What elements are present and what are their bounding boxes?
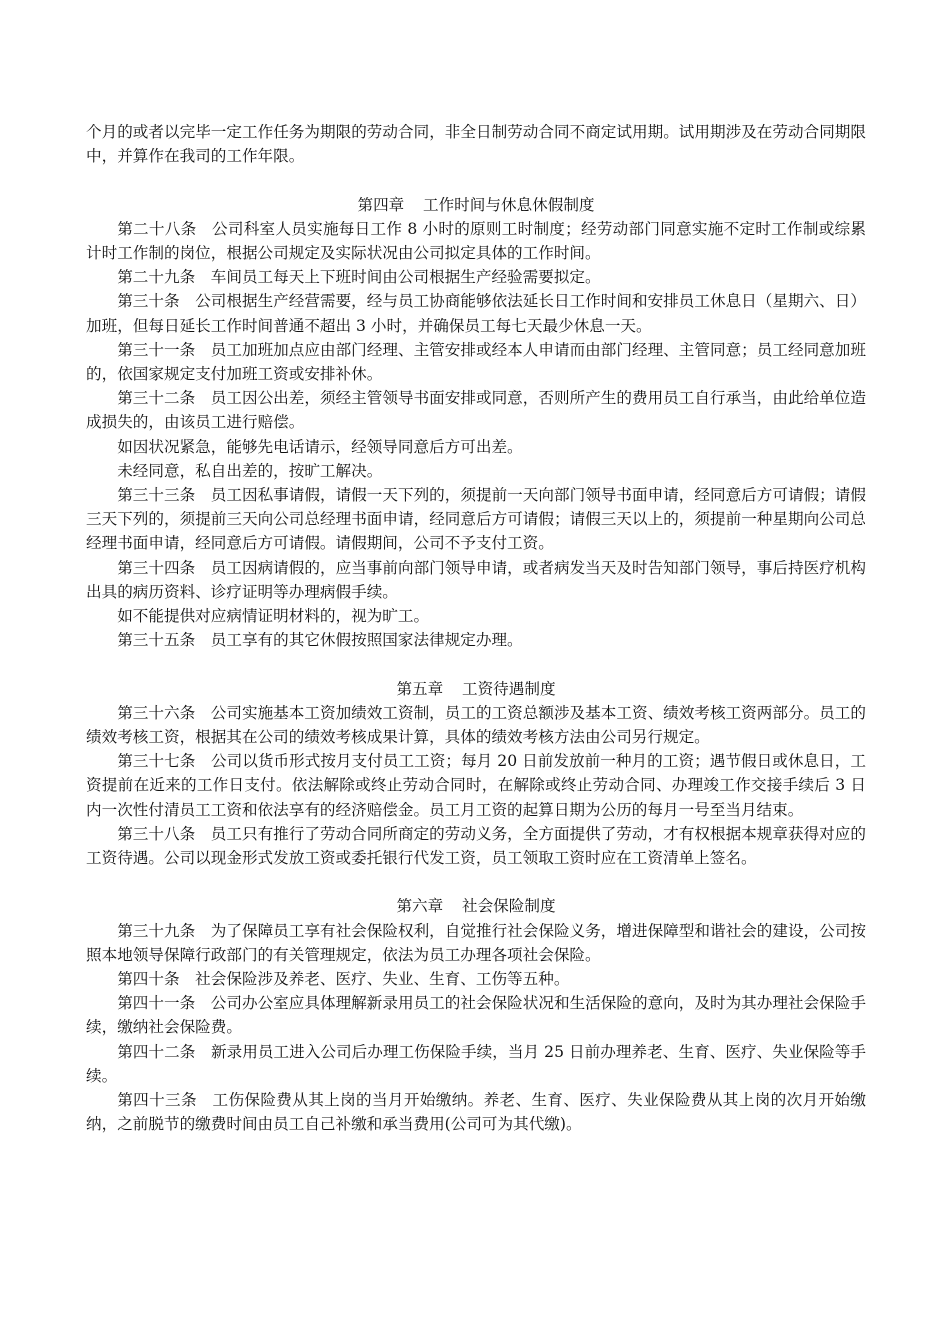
article-number: 第三十条 (117, 292, 180, 311)
continuation-paragraph: 个月的或者以完毕一定工作任务为期限的劳动合同，非全日制劳动合同不商定试用期。试用期涉及在劳动合同期限中，并算作在我司的工作年限。 (86, 123, 866, 166)
article-text: 员工因私事请假，请假一天下列的，须提前一天向部门领导书面申请，经同意后方可请假；请假三天下列的，须提前三天向公司总经理书面申请，经同意后方可请假；请假三天以上的，须提前一种星期向公司总经理书面申请，经同意后方可请假。请假期间，公司不予支付工资。 (86, 486, 866, 553)
article-paragraph (86, 338, 866, 386)
article-paragraph (86, 749, 866, 822)
article-number: 第三十九条 (117, 921, 196, 940)
article-number: 第四十一条 (117, 994, 196, 1013)
clause-paragraph (86, 459, 866, 483)
article-number: 第三十一条 (117, 340, 196, 359)
clause-paragraph (86, 435, 866, 459)
article-text: 公司办公室应具体理解新录用员工的社会保险状况和生活保险的意向，及时为其办理社会保险手续，缴纳社会保险费。 (86, 994, 866, 1037)
article-number: 第三十七条 (117, 752, 196, 771)
article-text: 公司以货币形式按月支付员工工资；每月 20 日前发放前一种月的工资；遇节假日或休息日，工资提前在近来的工作日支付。依法解除或终止劳动合同时，在解除或终止劳动合同、办理竣工作交接手续后 3 日内一次性付清员工工资和依法享有的经济赔偿金。员工月工资的起算日期为公历的每月一号至当月结束。 (86, 752, 866, 819)
clause-text: 如不能提供对应病情证明材料的，视为旷工。 (117, 607, 430, 626)
article-paragraph (86, 701, 866, 749)
chapter-number: 第五章 (396, 679, 444, 698)
article-text: 新录用员工进入公司后办理工伤保险手续，当月 25 日前办理养老、生育、医疗、失业保险等手续。 (86, 1042, 866, 1085)
article-text: 工伤保险费从其上岗的当月开始缴纳。养老、生育、医疗、失业保险费从其上岗的次月开始缴纳，之前脱节的缴费时间由员工自己补缴和承当费用(公司可为其代缴)。 (86, 1091, 866, 1134)
article-text: 公司科室人员实施每日工作 8 小时的原则工时制度；经劳动部门同意实施不定时工作制或综累计时工作制的岗位，根据公司规定及实际状况由公司拟定具体的工作时间。 (86, 219, 866, 262)
clause-paragraph (86, 604, 866, 628)
article-paragraph (86, 967, 866, 991)
chapter-heading (86, 677, 866, 701)
article-number: 第二十九条 (117, 268, 196, 287)
chapter-heading (86, 894, 866, 918)
chapter-number: 第六章 (396, 897, 444, 916)
chapter-title: 工作时间与休息休假制度 (422, 195, 595, 214)
article-paragraph (86, 628, 866, 652)
chapter-heading (86, 193, 866, 217)
article-text: 员工加班加点应由部门经理、主管安排或经本人申请而由部门经理、主管同意；员工经同意加班的，依国家规定支付加班工资或安排补休。 (86, 340, 866, 384)
article-number: 第三十五条 (117, 631, 196, 650)
article-text: 员工享有的其它休假按照国家法律规定办理。 (210, 631, 523, 650)
article-paragraph (86, 289, 866, 337)
document-page (86, 120, 866, 1136)
article-number: 第三十四条 (117, 558, 196, 577)
article-number: 第三十三条 (117, 486, 196, 505)
article-text: 社会保险涉及养老、医疗、失业、生育、工伤等五种。 (195, 970, 570, 989)
article-number: 第四十三条 (117, 1091, 197, 1110)
article-paragraph (86, 265, 866, 289)
clause-text: 如因状况紧急，能够先电话请示，经领导同意后方可出差。 (117, 437, 523, 456)
article-paragraph (86, 217, 866, 265)
article-paragraph (86, 1040, 866, 1088)
article-paragraph (86, 991, 866, 1039)
chapter-title: 社会保险制度 (461, 897, 556, 916)
clause-text: 未经同意，私自出差的，按旷工解决。 (117, 461, 383, 480)
article-number: 第三十二条 (117, 389, 196, 408)
article-text: 员工因公出差，须经主管领导书面安排或同意，否则所产生的费用员工自行承当，由此给单位造成损失的，由该员工进行赔偿。 (86, 389, 866, 432)
article-number: 第三十八条 (117, 824, 196, 843)
article-paragraph (86, 919, 866, 967)
article-text: 公司实施基本工资加绩效工资制，员工的工资总额涉及基本工资、绩效考核工资两部分。员工的绩效考核工资，根据其在公司的绩效考核成果计算，具体的绩效考核方法由公司另行规定。 (86, 703, 866, 747)
article-text: 员工因病请假的，应当事前向部门领导申请，或者病发当天及时告知部门领导，事后持医疗机构出具的病历资料、诊疗证明等办理病假手续。 (86, 558, 866, 601)
article-number: 第四十二条 (117, 1042, 196, 1061)
article-text: 公司根据生产经营需要，经与员工协商能够依法延长日工作时间和安排员工休息日（星期六、日）加班，但每日延长工作时间普通不超出 3 小时，并确保员工每七天最少休息一天。 (86, 292, 866, 335)
chapter-number: 第四章 (357, 195, 405, 214)
article-paragraph (86, 386, 866, 434)
article-number: 第三十六条 (117, 703, 196, 722)
article-paragraph (86, 822, 866, 870)
article-text: 车间员工每天上下班时间由公司根据生产经验需要拟定。 (210, 268, 601, 287)
article-paragraph (86, 556, 866, 604)
article-number: 第四十条 (117, 970, 180, 989)
article-paragraph (86, 1088, 866, 1136)
article-number: 第二十八条 (117, 219, 197, 238)
article-paragraph (86, 483, 866, 556)
article-text: 为了保障员工享有社会保险权利，自觉推行社会保险义务，增进保障型和谐社会的建设，公司按照本地领导保障行政部门的有关管理规定，依法为员工办理各项社会保险。 (86, 921, 866, 964)
chapter-title: 工资待遇制度 (461, 679, 556, 698)
article-text: 员工只有推行了劳动合同所商定的劳动义务，全方面提供了劳动，才有权根据本规章获得对应的工资待遇。公司以现金形式发放工资或委托银行代发工资，员工领取工资时应在工资清单上签名。 (86, 824, 866, 868)
